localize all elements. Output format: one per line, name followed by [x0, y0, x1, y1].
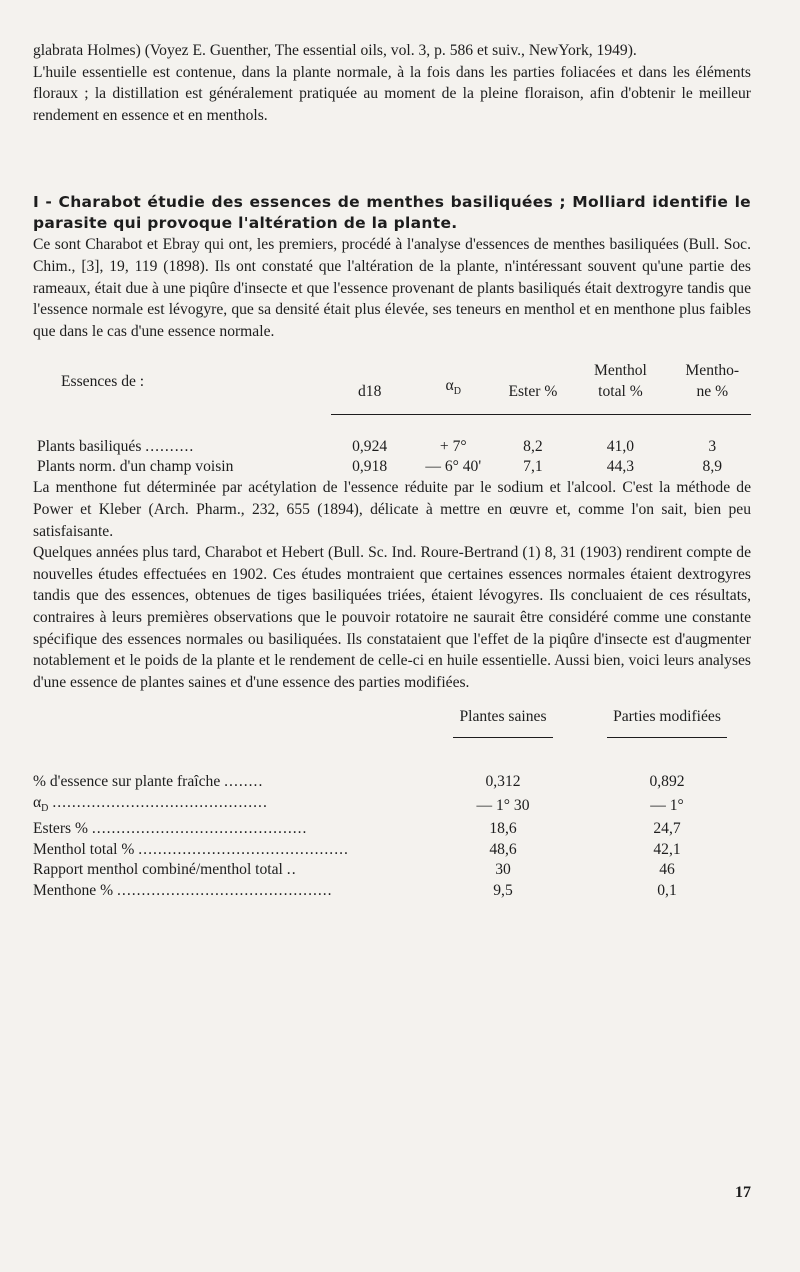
table-row [33, 772, 751, 793]
paragraph-charabot-hebert: Quelques années plus tard, Charabot et Hebert (Bull. Sc. Ind. Roure-Bertrand (1) 8, 31 (1903) rendirent compte de nouvelles études effectuées en 1902. Ces études montraient que certaines essences normales étaient dextrogyres tandis que des essences, obtenues de tiges basiliquées triées, étaient lévogyres. Ils concluaient de ces résultats, contraires à leurs premières observations que le pouvoir rotatoire ne saurait être considéré comme une constante spécifique des essences normales ou basiliquées. Ils constataient que l'effet de la piqûre d'insecte est d'augmenter notablement et le poids de la plante et le rendement de celle-ci en huile essentielle. Aussi bien, voici leurs analyses d'une essence de plantes saines et d'une essence des parties modifiées. [33, 544, 751, 691]
cell-menthone: 8,9 [702, 458, 723, 476]
row-label-text: Plants basiliqués [37, 438, 142, 456]
cell-saines: 18,6 [489, 820, 517, 838]
page-number: 17 [735, 1184, 751, 1201]
row-label-text: Rapport menthol combiné/menthol total [33, 861, 283, 879]
row-label-text: Menthone % [33, 881, 114, 899]
cell-modifiees: 0,1 [657, 881, 677, 899]
leader-dots: .. [286, 861, 297, 879]
row-label-text: Menthol total % [33, 840, 135, 858]
table-row [33, 840, 751, 861]
table-row [33, 793, 751, 820]
cell-saines: — 1° 30 [476, 796, 530, 814]
cell-saines: 30 [495, 861, 511, 879]
header-ester: Ester % [498, 360, 567, 415]
table-row [33, 819, 751, 840]
page-content [33, 40, 751, 901]
table-row [33, 437, 751, 457]
row-label [33, 437, 331, 457]
header-essences: Essences de : [61, 373, 145, 391]
table-row [33, 457, 751, 477]
row-label [33, 457, 331, 477]
section-heading: I - Charabot étudie des essences de menthes basiliquées ; Molliard identifie le parasite qui provoque l'altération de la plante. [33, 193, 751, 233]
header-menthone-line1: Mentho- [685, 362, 740, 380]
cell-ester: 8,2 [523, 438, 543, 456]
leader-dots: ............................................ [117, 881, 333, 899]
header-parties-modifiees [583, 707, 751, 748]
leader-dots: .......... [145, 438, 195, 456]
header-menthol-line1: Menthol [594, 362, 647, 380]
cell-saines: 48,6 [489, 840, 517, 858]
leader-dots: ............................................ [52, 793, 268, 811]
row-label [33, 881, 423, 902]
table-header-row [33, 360, 751, 415]
row-label: $\alpha_D$ ............................................ [33, 793, 268, 814]
table-header-row [33, 707, 751, 748]
table-row [33, 860, 751, 881]
header-alpha: $\alpha_D$ [408, 360, 498, 415]
intro-paragraph: glabrata Holmes) (Voyez E. Guenther, The essential oils, vol. 3, p. 586 et suiv., NewYork, 1949). [33, 42, 637, 59]
cell-modifiees: 24,7 [653, 820, 681, 838]
header-menthol [567, 360, 673, 415]
row-label [33, 860, 423, 881]
row-label-text: Plants norm. d'un champ voisin [37, 458, 234, 476]
cell-saines: 0,312 [485, 773, 521, 791]
paragraph-charabot-ebray: Ce sont Charabot et Ebray qui ont, les premiers, procédé à l'analyse d'essences de menthes basiliquées (Bull. Soc. Chim., [3], 19, 119 (1898). Ils ont constaté que l'altération de la plante, n'intéressant souvent qu'une partie des rameaux, était due à une piqûre d'insecte et que l'essence provenant de plants basiliqués était dextrogyre tandis que l'essence normale est lévogyre, que sa densité était plus élevée, ses teneurs en menthol et en menthone plus faibles que dans le cas d'une essence normale. [33, 236, 751, 340]
cell-menthone: 3 [708, 438, 717, 456]
header-plantes-saines [423, 707, 583, 748]
cell-ester: 7,1 [523, 458, 543, 476]
row-label [33, 819, 423, 840]
row-label-text: Esters % [33, 820, 88, 838]
cell-menthol: 41,0 [606, 438, 635, 456]
cell-alpha: — 6° 40' [425, 458, 482, 476]
cell-d18: 0,924 [352, 438, 388, 456]
header-parties-modifiees-text: Parties modifiées [607, 707, 727, 738]
header-d18: d18 [331, 360, 408, 415]
cell-modifiees: 46 [659, 861, 675, 879]
cell-menthol: 44,3 [606, 458, 635, 476]
cell-modifiees: 0,892 [649, 773, 685, 791]
leader-dots: ............................................ [91, 820, 308, 838]
essences-comparison-table [33, 360, 751, 477]
header-menthone [674, 360, 751, 415]
leader-dots: ........ [224, 773, 264, 791]
analyses-table [33, 707, 751, 901]
cell-modifiees: — 1° [650, 796, 684, 814]
row-label [33, 772, 423, 793]
header-plantes-saines-text: Plantes saines [453, 707, 552, 738]
leader-dots: ........................................... [138, 840, 349, 858]
row-label-text: % d'essence sur plante fraîche [33, 773, 221, 791]
row-label [33, 840, 423, 861]
cell-saines: 9,5 [493, 881, 513, 899]
cell-d18: 0,918 [352, 458, 388, 476]
cell-alpha: + 7° [439, 438, 467, 456]
table-row [33, 881, 751, 902]
paragraph-huile-essentielle: L'huile essentielle est contenue, dans la plante normale, à la fois dans les parties foliacées et dans les éléments floraux ; la distillation est généralement pratiquée au moment de la pleine floraison, afin d'obtenir le meilleur rendement en essence et en menthols. [33, 63, 751, 124]
header-menthol-line2: total % [598, 383, 643, 401]
paragraph-menthone: La menthone fut déterminée par acétylation de l'essence réduite par le sodium et l'alcool. C'est la méthode de Power et Kleber (Arch. Pharm., 232, 655 (1894), délicate à mettre en œuvre et, comme l'on sait, bien peu satisfaisante. [33, 479, 751, 540]
header-menthone-line2: ne % [696, 383, 729, 401]
cell-modifiees: 42,1 [653, 840, 681, 858]
